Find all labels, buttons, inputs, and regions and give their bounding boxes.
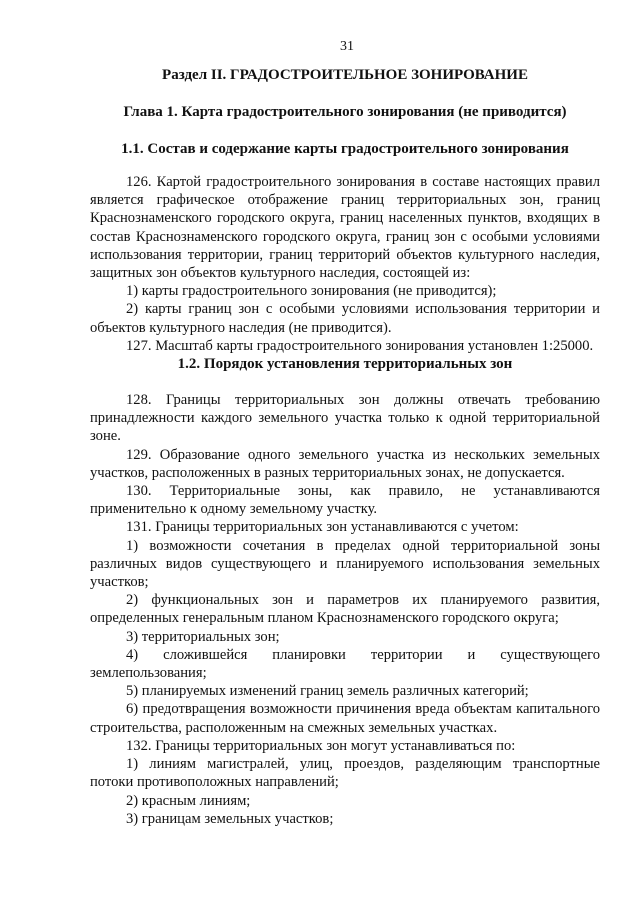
chapter-title: Глава 1. Карта градостроительного зонирования (не приводится) bbox=[123, 104, 567, 120]
list-item: 2) красным линиям; bbox=[126, 792, 251, 809]
list-item: 1) линиям магистралей, улиц, проездов, разделяющим транспортные потоки противоположных направлений; bbox=[90, 756, 600, 791]
section-title: Раздел II. ГРАДОСТРОИТЕЛЬНОЕ ЗОНИРОВАНИЕ bbox=[162, 67, 528, 83]
paragraph-127: 127. Масштаб карты градостроительного зонирования установлен 1:25000. bbox=[126, 337, 594, 354]
list-item: 3) границам земельных участков; bbox=[126, 810, 334, 827]
paragraph-126: 126. Картой градостроительного зонирования в составе настоящих правил является графическое отображение границ территориальных зон, границ Краснознаменского городского округа, границ населенных пунктов, входящих в состав Краснознаменского городского округа, границ зон с особыми условиями использования территории, границ территорий объектов культурного наследия, защитных зон объектов культурного наследия, состоящей из: bbox=[90, 174, 600, 282]
subsection-title: 1.1. Состав и содержание карты градостроительного зонирования bbox=[121, 141, 569, 157]
subsection-title: 1.2. Порядок установления территориальных зон bbox=[177, 356, 513, 373]
list-item: 3) территориальных зон; bbox=[126, 628, 280, 645]
paragraph-132: 132. Границы территориальных зон могут устанавливаться по: bbox=[126, 737, 516, 754]
list-item: 1) возможности сочетания в пределах одной территориальной зоны различных видов существующего и планируемого использования земельных участков; bbox=[90, 537, 600, 591]
list-item: 6) предотвращения возможности причинения вреда объектам капитального строительства, расположенным на смежных земельных участках. bbox=[90, 701, 600, 736]
paragraph-130: 130. Территориальные зоны, как правило, не устанавливаются применительно к одному земельному участку. bbox=[90, 483, 600, 518]
page-number: 31 bbox=[340, 39, 354, 54]
subsection-body bbox=[90, 173, 600, 355]
subsection-body bbox=[90, 391, 600, 828]
list-item: 1) карты градостроительного зонирования (не приводится); bbox=[126, 283, 497, 300]
paragraph-128: 128. Границы территориальных зон должны отвечать требованию принадлежности каждого земельного участка только к одной территориальной зоне. bbox=[90, 392, 600, 445]
list-item: 2) функциональных зон и параметров их планируемого развития, определенных генеральным планом Краснознаменского городского округа; bbox=[90, 592, 600, 627]
paragraph-131: 131. Границы территориальных зон устанавливаются с учетом: bbox=[126, 519, 519, 536]
list-item: 5) планируемых изменений границ земель различных категорий; bbox=[126, 683, 529, 700]
list-item: 4) сложившейся планировки территории и существующего землепользования; bbox=[90, 646, 600, 682]
paragraph-129: 129. Образование одного земельного участка из нескольких земельных участков, расположенных в разных территориальных зонах, не допускается. bbox=[90, 446, 600, 481]
list-item: 2) карты границ зон с особыми условиями использования территории и объектов культурного наследия (не приводится). bbox=[90, 301, 600, 336]
